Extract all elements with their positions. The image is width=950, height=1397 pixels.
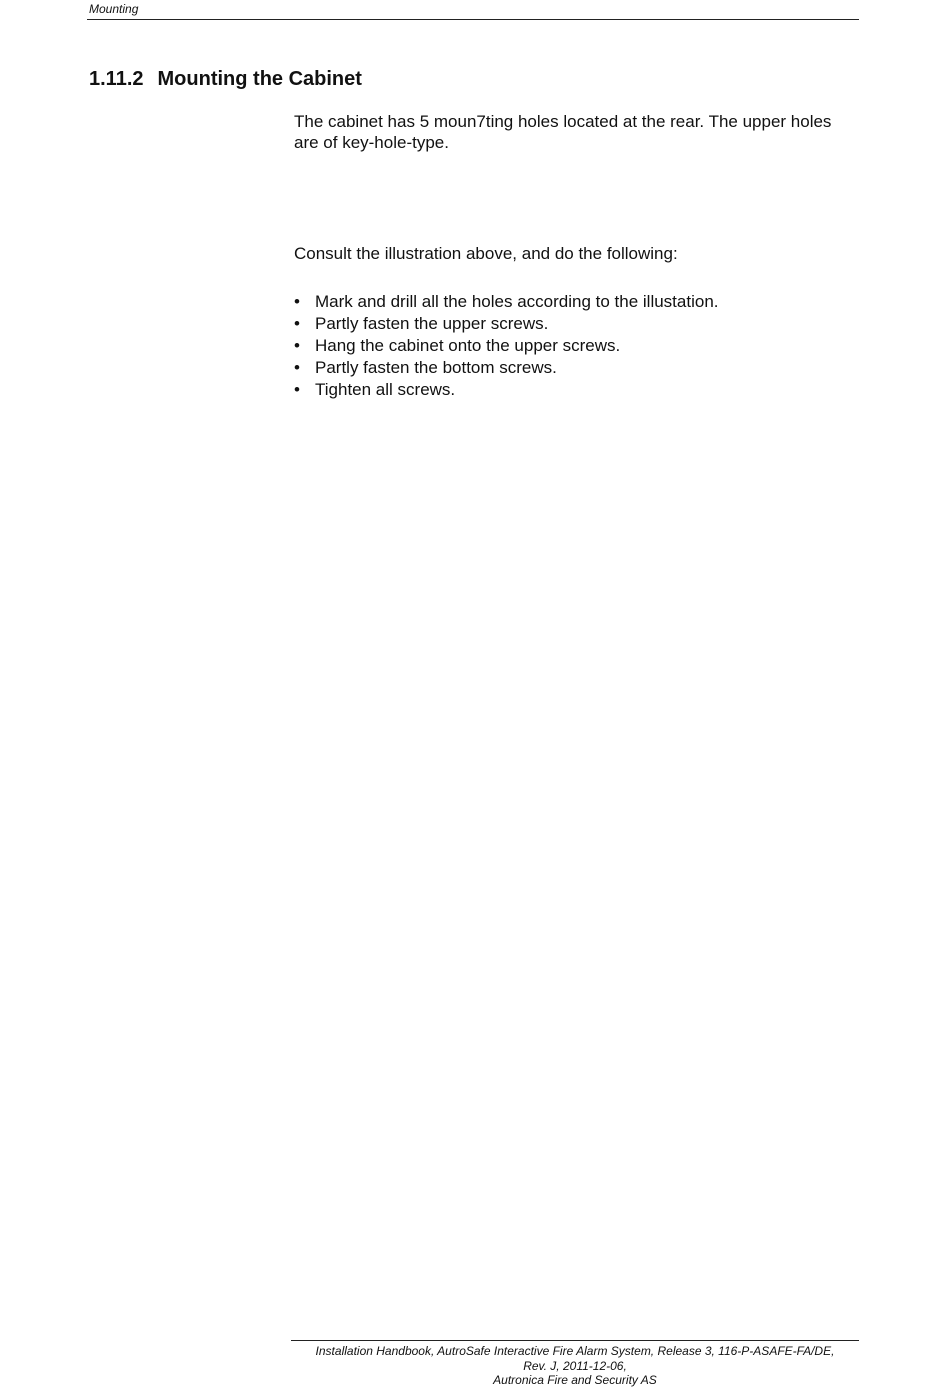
bullet-icon: • (294, 336, 300, 355)
step-text: Partly fasten the bottom screws. (315, 358, 557, 377)
footer-document-title: Installation Handbook, AutroSafe Interactive Fire Alarm System, Release 3, 116-P-ASAFE-FA/DE, (315, 1344, 835, 1358)
list-item (294, 313, 854, 335)
section-heading (89, 66, 362, 92)
steps-list (294, 291, 854, 401)
footer-revision: Rev. J, 2011-12-06, (523, 1358, 627, 1373)
list-item (294, 379, 854, 401)
bullet-icon: • (294, 380, 300, 399)
bullet-icon: • (294, 292, 300, 311)
step-text: Tighten all screws. (315, 380, 456, 399)
running-header-title: Mounting (89, 2, 139, 16)
section-title: Mounting the Cabinet (157, 68, 362, 90)
running-header (87, 0, 859, 20)
list-item (294, 335, 854, 357)
list-item (294, 291, 854, 313)
list-item (294, 357, 854, 379)
step-text: Hang the cabinet onto the upper screws. (315, 336, 621, 355)
step-text: Partly fasten the upper screws. (315, 314, 549, 333)
bullet-icon: • (294, 314, 300, 333)
step-text: Mark and drill all the holes according to the illustation. (315, 292, 719, 311)
footer-company: Autronica Fire and Security AS (493, 1373, 657, 1387)
page-footer (291, 1340, 859, 1388)
intro-paragraph: The cabinet has 5 moun7ting holes located at the rear. The upper holes are of key-hole-type. (294, 112, 832, 152)
instruction-paragraph: Consult the illustration above, and do the following: (294, 244, 678, 263)
bullet-icon: • (294, 358, 300, 377)
section-number: 1.11.2 (89, 68, 144, 90)
